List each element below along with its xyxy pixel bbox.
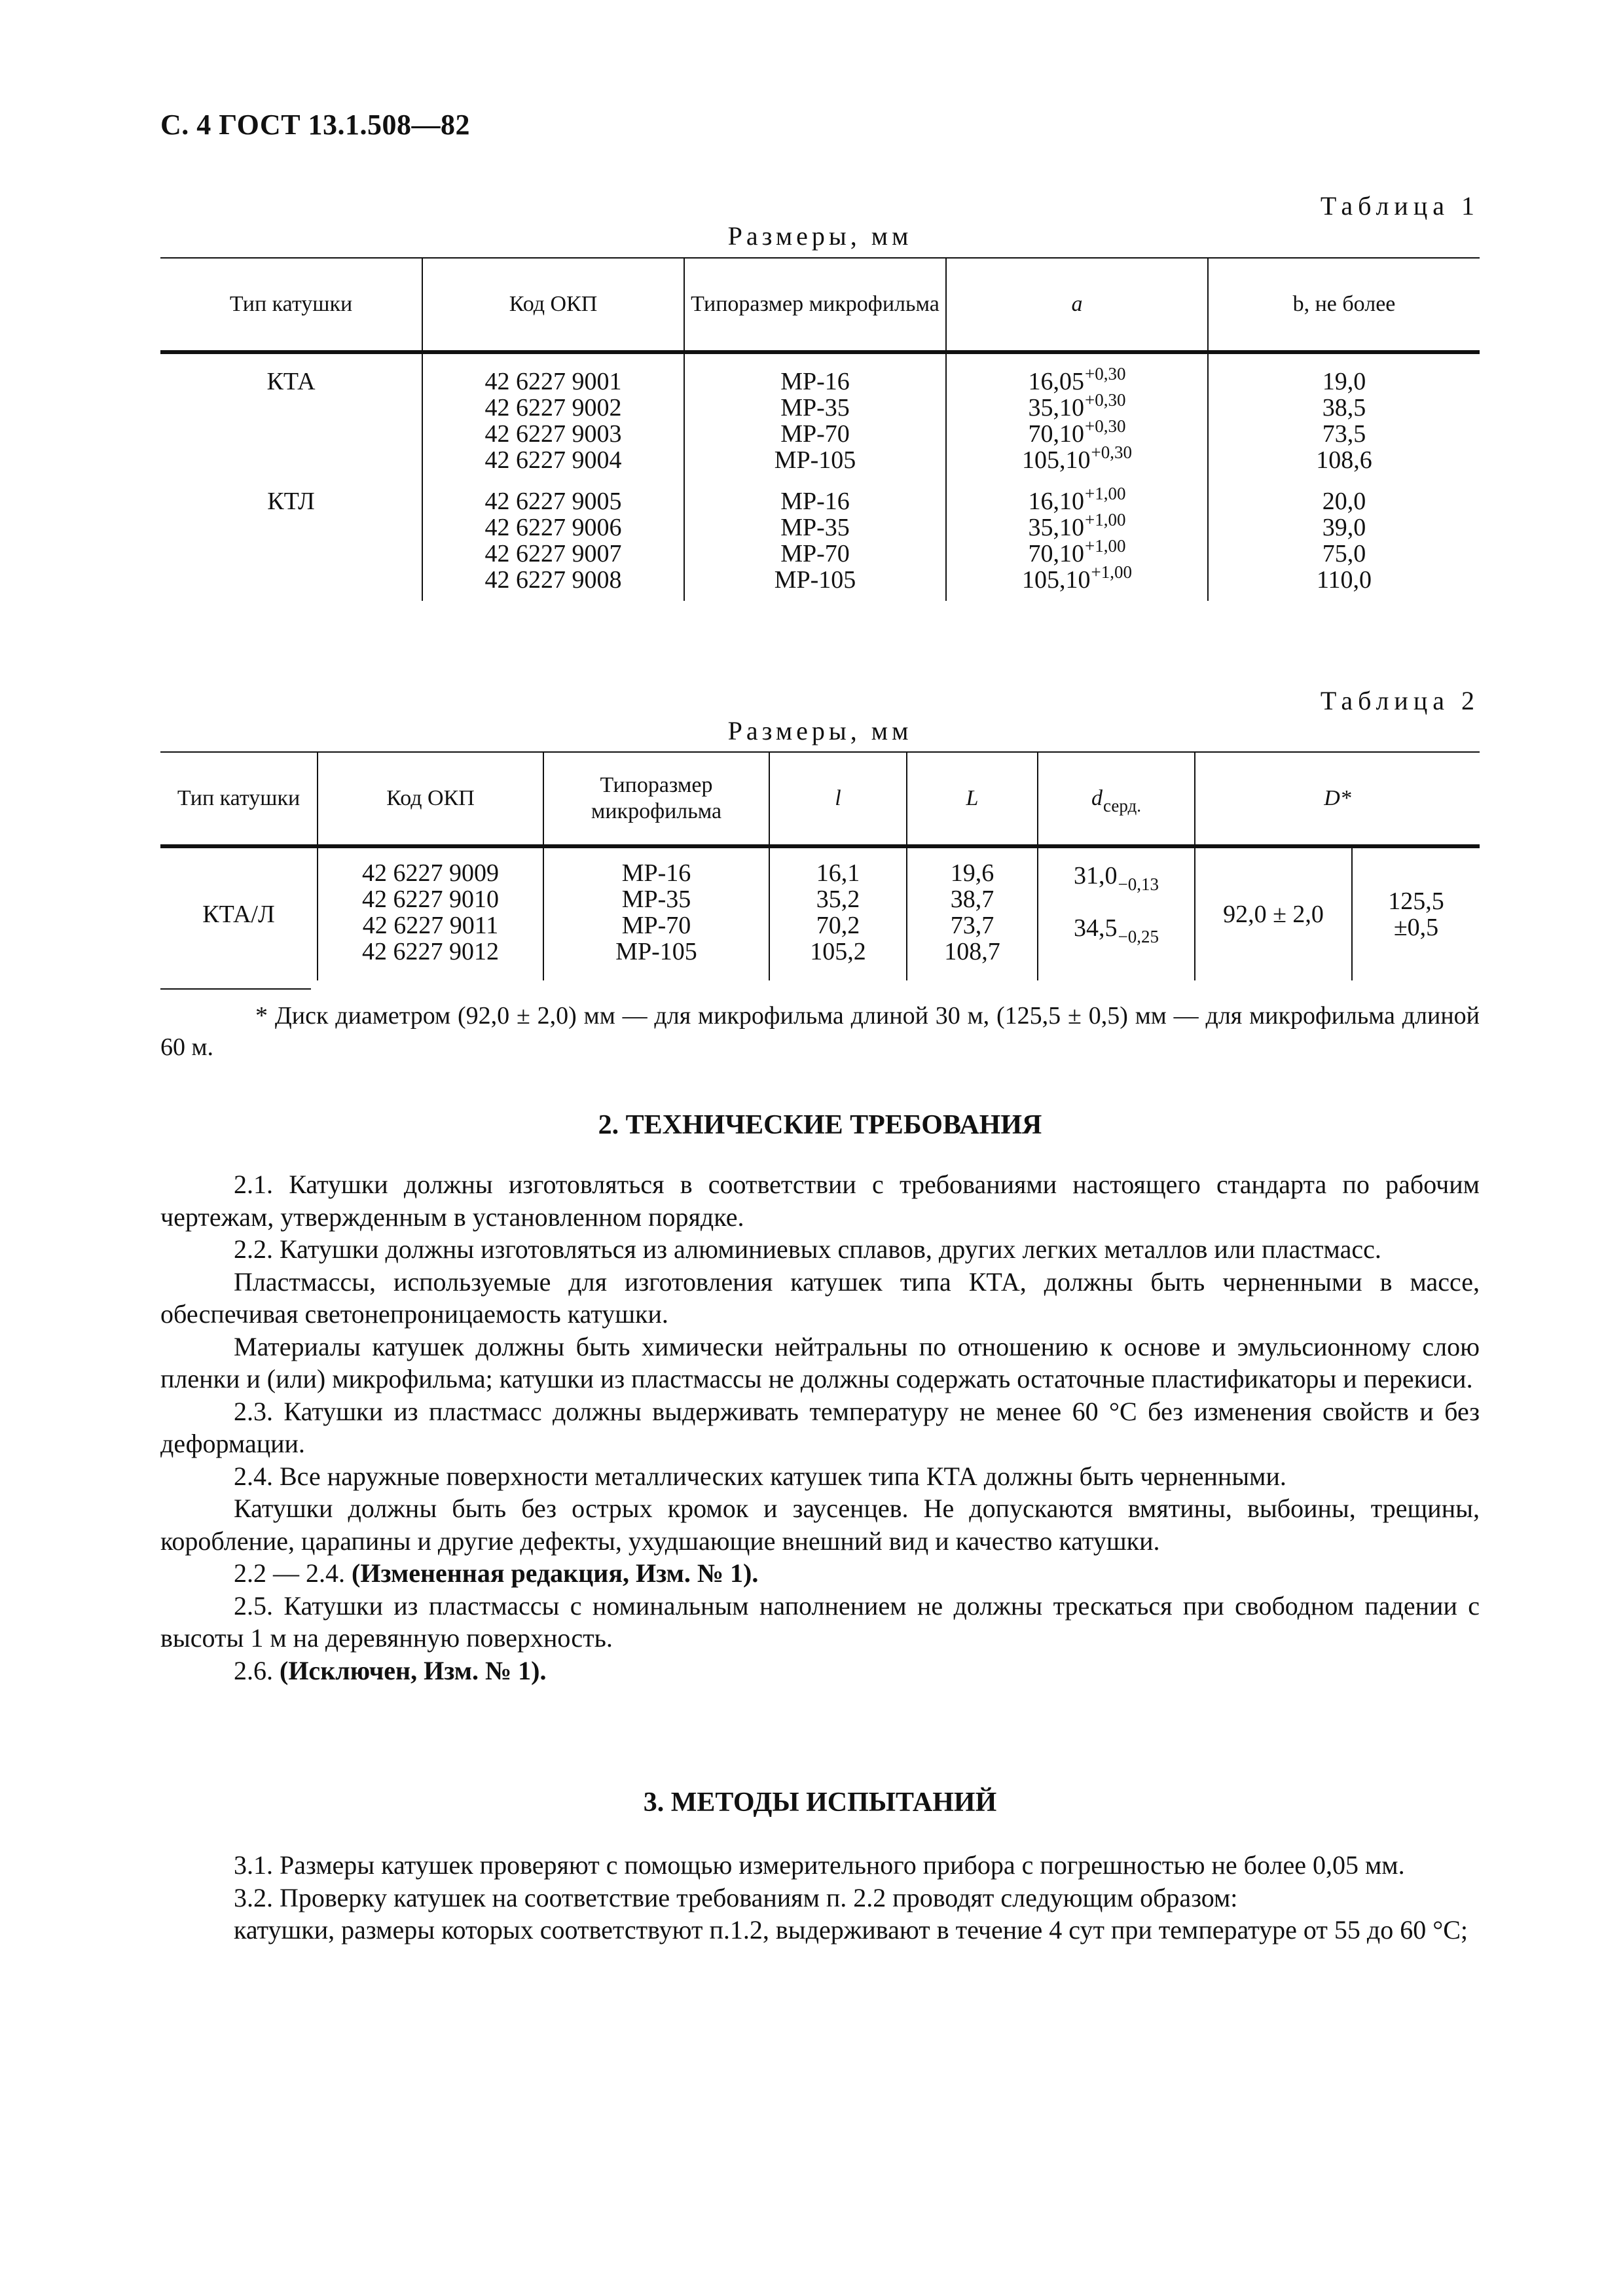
table2-header-D: D* — [1195, 752, 1480, 846]
table2-type: КТА/Л — [202, 901, 275, 928]
table1-header-a: a — [946, 258, 1208, 352]
section2-title: 2. ТЕХНИЧЕСКИЕ ТРЕБОВАНИЯ — [598, 1110, 1042, 1140]
table2-sizes: МР-16 МР-35 МР-70 МР-105 — [543, 846, 769, 980]
table2-header-type: Тип катушки — [177, 786, 301, 810]
table1-header-code: Код ОКП — [422, 258, 684, 352]
paragraph: 3.2. Проверку катушек на соответствие требованиям п. 2.2 проводят следующим образом: — [234, 1882, 1238, 1912]
section3-title: 3. МЕТОДЫ ИСПЫТАНИЙ — [643, 1787, 997, 1818]
paragraph: Пластмассы, используемые для изготовления катушек типа КТА, должны быть черненными в массе, обеспечивая светонепроницаемость катушки. — [160, 1266, 1480, 1329]
paragraph: катушки, размеры которых соответствуют п.1.2, выдерживают в течение 4 сут при температуре от 55 до 60 °С; — [234, 1915, 1468, 1945]
table2-L-values: 19,6 38,7 73,7 108,7 — [907, 846, 1038, 980]
table-row — [160, 352, 1480, 483]
table1-codes: 42 6227 9005 42 6227 9006 42 6227 9007 42 6227 9008 — [422, 483, 684, 601]
table2-units: Размеры, мм — [727, 716, 913, 745]
table2-header-size: Типоразмер микрофильма — [543, 752, 769, 846]
table1-caption: Таблица 1 — [1320, 191, 1480, 221]
paragraph: Материалы катушек должны быть химически нейтральны по отношению к основе и эмульсионному слою пленки и (или) микрофильма; катушки из пластмассы не должны содержать остаточные пластификаторы и перекиси. — [160, 1331, 1480, 1393]
paragraph: 2.2. Катушки должны изготовляться из алюминиевых сплавов, других легких металлов или пластмасс. — [234, 1234, 1381, 1264]
paragraph: 2.5. Катушки из пластмассы с номинальным наполнением не должны трескаться при свободном падении с высоты 1 м на деревянную поверхность. — [160, 1590, 1480, 1653]
table-row — [160, 483, 1480, 601]
table1-a-values: $16,05^{+0,30}$ $35,10^{+0,30}$ $70,10^{+0,30}$ $105,10^{+0,30}$ — [946, 352, 1208, 483]
table1 — [160, 257, 1480, 601]
table1-header-size: Типоразмер микрофильма — [684, 258, 946, 352]
page-header: С. 4 ГОСТ 13.1.508—82 — [160, 109, 471, 141]
paragraph: 2.6. (Исключен, Изм. № 1). — [234, 1655, 547, 1685]
table1-type-kta: КТА — [266, 368, 316, 395]
table2-footnote: * Диск диаметром (92,0 ± 2,0) мм — для микрофильма длиной 30 м, (125,5 ± 0,5) мм — для микрофильма длиной 60 м. — [160, 1002, 1480, 1061]
section2-body — [160, 1168, 1480, 1687]
table1-b-values: 20,0 39,0 75,0 110,0 — [1208, 483, 1480, 601]
paragraph: 2.3. Катушки из пластмасс должны выдерживать температуру не менее 60 °С без изменения свойств и без деформации. — [160, 1396, 1480, 1458]
table1-type-ktl: КТЛ — [267, 488, 315, 515]
paragraph: 2.4. Все наружные поверхности металлических катушек типа КТА должны быть черненными. — [234, 1461, 1286, 1491]
paragraph: 2.2 — 2.4. (Измененная редакция, Изм. № 1). — [234, 1558, 759, 1588]
paragraph: 3.1. Размеры катушек проверяют с помощью измерительного прибора с погрешностью не более 0,05 мм. — [234, 1850, 1405, 1880]
table1-a-values: $16,10^{+1,00}$ $35,10^{+1,00}$ $70,10^{+1,00}$ $105,10^{+1,00}$ — [946, 483, 1208, 601]
table1-sizes: МР-16 МР-35 МР-70 МР-105 — [684, 483, 946, 601]
table1-header-b: b, не более — [1208, 258, 1480, 352]
footnote-rule — [160, 988, 311, 990]
table2-header-l: l — [769, 752, 907, 846]
table1-sizes: МР-16 МР-35 МР-70 МР-105 — [684, 352, 946, 483]
table2-codes: 42 6227 9009 42 6227 9010 42 6227 9011 42 6227 9012 — [318, 846, 543, 980]
table1-header-type: Тип катушки — [229, 292, 353, 316]
table2 — [160, 751, 1480, 980]
table2-D2-value: 125,5 ±0,5 — [1352, 846, 1480, 980]
table2-caption: Таблица 2 — [1320, 686, 1480, 715]
table2-l-values: 16,1 35,2 70,2 105,2 — [769, 846, 907, 980]
table-row — [160, 846, 1480, 980]
table1-units: Размеры, мм — [727, 221, 913, 251]
table2-d-values: $31,0_{-0,13}$ $34,5_{-0,25}$ — [1038, 846, 1195, 980]
table2-header-d: $d_{серд.}$ — [1038, 752, 1195, 846]
table2-header-L: L — [907, 752, 1038, 846]
section3-body — [160, 1849, 1480, 1946]
table2-header-code: Код ОКП — [318, 752, 543, 846]
paragraph: Катушки должны быть без острых кромок и заусенцев. Не допускаются вмятины, выбоины, трещины, коробление, царапины и другие дефекты, ухудшающие внешний вид и качество катушки. — [160, 1494, 1480, 1556]
table1-b-values: 19,0 38,5 73,5 108,6 — [1208, 352, 1480, 483]
paragraph: 2.1. Катушки должны изготовляться в соответствии с требованиями настоящего стандарта по рабочим чертежам, утвержденным в установленном порядке. — [160, 1170, 1480, 1232]
table1-codes: 42 6227 9001 42 6227 9002 42 6227 9003 42 6227 9004 — [422, 352, 684, 483]
table2-D1-value: 92,0 ± 2,0 — [1195, 846, 1352, 980]
